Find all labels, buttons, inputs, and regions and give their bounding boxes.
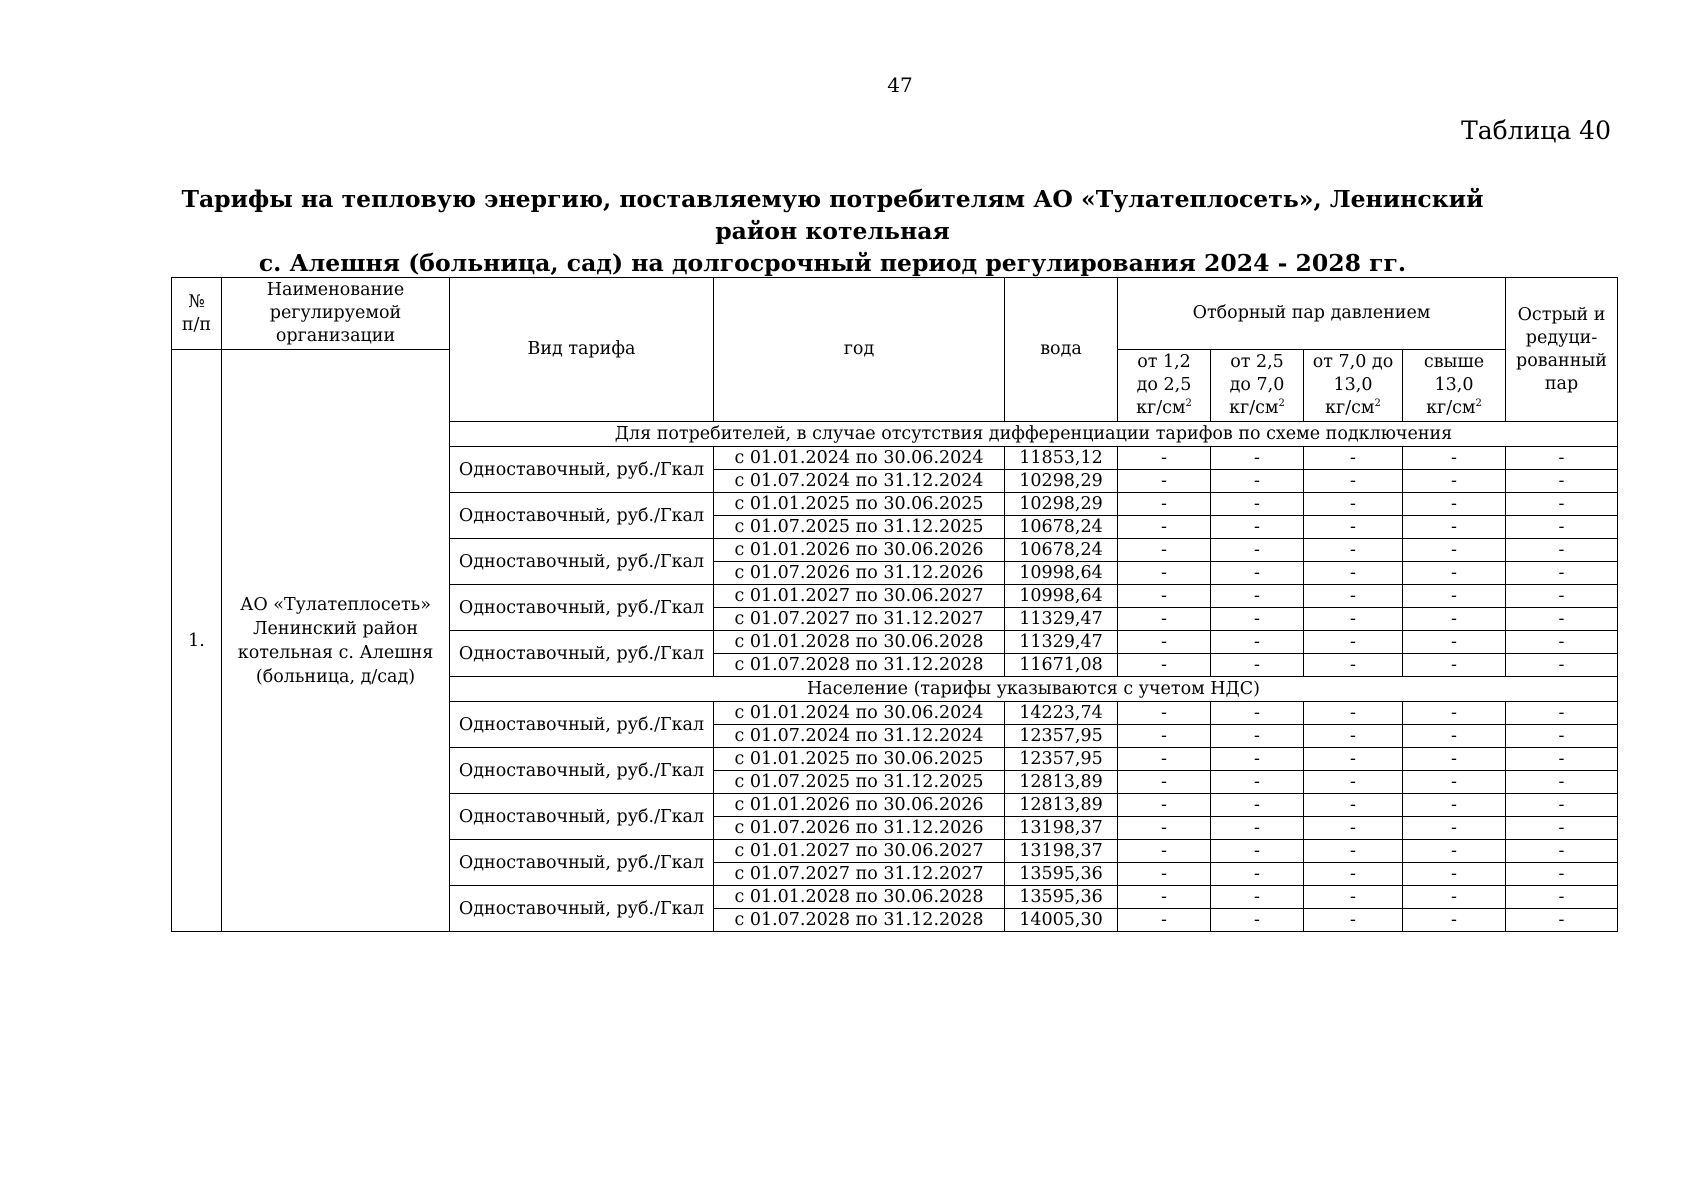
tariff-type-cell: Одноставочный, руб./Гкал [450, 493, 714, 539]
sharp-cell: - [1506, 562, 1618, 585]
header-water: вода [1005, 278, 1118, 422]
period-cell: с 01.01.2026 по 30.06.2026 [714, 539, 1005, 562]
water-cell: 10678,24 [1005, 539, 1118, 562]
p1-cell: - [1118, 562, 1211, 585]
p4-cell: - [1403, 608, 1506, 631]
p2-cell: - [1211, 539, 1304, 562]
p4-cell: - [1403, 539, 1506, 562]
p1-cell: - [1118, 447, 1211, 470]
header-pressure-1: от 1,2 до 2,5 $кг/см^2$ [1118, 350, 1211, 422]
water-cell: 13595,36 [1005, 886, 1118, 909]
water-cell: 10998,64 [1005, 585, 1118, 608]
p2-cell: - [1211, 470, 1304, 493]
header-steam-group: Отборный пар давлением [1118, 278, 1506, 350]
p3-cell: - [1304, 748, 1403, 771]
p2-cell: - [1211, 725, 1304, 748]
sharp-cell: - [1506, 817, 1618, 840]
title-line-2: с. Алешня (больница, сад) на долгосрочный период регулирования 2024 - 2028 гг. [258, 249, 1407, 277]
sharp-cell: - [1506, 702, 1618, 725]
sharp-cell: - [1506, 654, 1618, 677]
p4-cell: - [1403, 817, 1506, 840]
p4-cell: - [1403, 886, 1506, 909]
sharp-cell: - [1506, 840, 1618, 863]
p2-cell: - [1211, 493, 1304, 516]
p4-cell: - [1403, 748, 1506, 771]
p1-cell: - [1118, 608, 1211, 631]
p4-cell: - [1403, 516, 1506, 539]
water-cell: 11329,47 [1005, 631, 1118, 654]
sharp-cell: - [1506, 863, 1618, 886]
p1-cell: - [1118, 794, 1211, 817]
water-cell: 13198,37 [1005, 840, 1118, 863]
section-title: Для потребителей, в случае отсутствия дифференциации тарифов по схеме подключения [450, 422, 1618, 447]
p2-cell: - [1211, 748, 1304, 771]
period-cell: с 01.01.2025 по 30.06.2025 [714, 748, 1005, 771]
p1-cell: - [1118, 886, 1211, 909]
p1-cell: - [1118, 817, 1211, 840]
p2-cell: - [1211, 886, 1304, 909]
period-cell: с 01.07.2026 по 31.12.2026 [714, 817, 1005, 840]
header-number: № п/п [172, 278, 222, 350]
p2-cell: - [1211, 562, 1304, 585]
tariff-table [171, 277, 1618, 932]
p2-cell: - [1211, 840, 1304, 863]
header-pressure-4: свыше 13,0 $кг/см^2$ [1403, 350, 1506, 422]
sharp-cell: - [1506, 447, 1618, 470]
p3-cell: - [1304, 725, 1403, 748]
sharp-cell: - [1506, 794, 1618, 817]
p3-cell: - [1304, 631, 1403, 654]
period-cell: с 01.07.2025 по 31.12.2025 [714, 516, 1005, 539]
p3-cell: - [1304, 470, 1403, 493]
sharp-cell: - [1506, 608, 1618, 631]
p1-cell: - [1118, 863, 1211, 886]
water-cell: 13595,36 [1005, 863, 1118, 886]
organization-name: АО «Тулатеплосеть» Ленинский район котельная с. Алешня (больница, д/сад) [222, 350, 450, 932]
p4-cell: - [1403, 654, 1506, 677]
p4-cell: - [1403, 725, 1506, 748]
tariff-type-cell: Одноставочный, руб./Гкал [450, 840, 714, 886]
period-cell: с 01.01.2026 по 30.06.2026 [714, 794, 1005, 817]
section-title: Население (тарифы указываются с учетом НДС) [450, 677, 1618, 702]
p2-cell: - [1211, 909, 1304, 932]
tariff-type-cell: Одноставочный, руб./Гкал [450, 539, 714, 585]
p2-cell: - [1211, 447, 1304, 470]
p4-cell: - [1403, 771, 1506, 794]
table-label: Таблица 40 [1461, 116, 1611, 145]
p4-cell: - [1403, 447, 1506, 470]
p4-cell: - [1403, 794, 1506, 817]
water-cell: 12813,89 [1005, 794, 1118, 817]
water-cell: 11671,08 [1005, 654, 1118, 677]
p1-cell: - [1118, 470, 1211, 493]
header-pressure-2: от 2,5 до 7,0 $кг/см^2$ [1211, 350, 1304, 422]
p1-cell: - [1118, 654, 1211, 677]
sharp-cell: - [1506, 493, 1618, 516]
p4-cell: - [1403, 493, 1506, 516]
header-organization: Наименование регулируемой организации [222, 278, 450, 350]
tariff-type-cell: Одноставочный, руб./Гкал [450, 794, 714, 840]
p3-cell: - [1304, 493, 1403, 516]
tariff-type-cell: Одноставочный, руб./Гкал [450, 585, 714, 631]
p3-cell: - [1304, 817, 1403, 840]
sharp-cell: - [1506, 748, 1618, 771]
sharp-cell: - [1506, 886, 1618, 909]
header-tariff-type: Вид тарифа [450, 278, 714, 422]
page-number: 47 [887, 73, 913, 97]
sharp-cell: - [1506, 725, 1618, 748]
p2-cell: - [1211, 702, 1304, 725]
p1-cell: - [1118, 516, 1211, 539]
p1-cell: - [1118, 748, 1211, 771]
water-cell: 10298,29 [1005, 470, 1118, 493]
p1-cell: - [1118, 493, 1211, 516]
period-cell: с 01.01.2027 по 30.06.2027 [714, 840, 1005, 863]
p3-cell: - [1304, 608, 1403, 631]
sharp-cell: - [1506, 516, 1618, 539]
water-cell: 12813,89 [1005, 771, 1118, 794]
p1-cell: - [1118, 539, 1211, 562]
header-pressure-3: от 7,0 до 13,0 $кг/см^2$ [1304, 350, 1403, 422]
sharp-cell: - [1506, 631, 1618, 654]
period-cell: с 01.01.2024 по 30.06.2024 [714, 447, 1005, 470]
period-cell: с 01.07.2025 по 31.12.2025 [714, 771, 1005, 794]
period-cell: с 01.01.2025 по 30.06.2025 [714, 493, 1005, 516]
p2-cell: - [1211, 585, 1304, 608]
p4-cell: - [1403, 863, 1506, 886]
p4-cell: - [1403, 631, 1506, 654]
p3-cell: - [1304, 539, 1403, 562]
header-year: год [714, 278, 1005, 422]
tariff-type-cell: Одноставочный, руб./Гкал [450, 886, 714, 932]
p2-cell: - [1211, 863, 1304, 886]
p3-cell: - [1304, 794, 1403, 817]
p2-cell: - [1211, 794, 1304, 817]
header-sharp-steam: Острый и редуци- рованный пар [1506, 278, 1618, 422]
period-cell: с 01.01.2027 по 30.06.2027 [714, 585, 1005, 608]
tariff-type-cell: Одноставочный, руб./Гкал [450, 748, 714, 794]
water-cell: 11853,12 [1005, 447, 1118, 470]
period-cell: с 01.07.2028 по 31.12.2028 [714, 909, 1005, 932]
p3-cell: - [1304, 585, 1403, 608]
p4-cell: - [1403, 840, 1506, 863]
p1-cell: - [1118, 725, 1211, 748]
p3-cell: - [1304, 909, 1403, 932]
p4-cell: - [1403, 909, 1506, 932]
water-cell: 12357,95 [1005, 748, 1118, 771]
period-cell: с 01.07.2024 по 31.12.2024 [714, 725, 1005, 748]
p1-cell: - [1118, 909, 1211, 932]
document-title [165, 183, 1500, 279]
p3-cell: - [1304, 654, 1403, 677]
p3-cell: - [1304, 863, 1403, 886]
water-cell: 10298,29 [1005, 493, 1118, 516]
water-cell: 14223,74 [1005, 702, 1118, 725]
p1-cell: - [1118, 702, 1211, 725]
p4-cell: - [1403, 470, 1506, 493]
water-cell: 14005,30 [1005, 909, 1118, 932]
p3-cell: - [1304, 447, 1403, 470]
p1-cell: - [1118, 840, 1211, 863]
period-cell: с 01.01.2024 по 30.06.2024 [714, 702, 1005, 725]
period-cell: с 01.01.2028 по 30.06.2028 [714, 631, 1005, 654]
p4-cell: - [1403, 562, 1506, 585]
p4-cell: - [1403, 702, 1506, 725]
p2-cell: - [1211, 516, 1304, 539]
title-line-1: Тарифы на тепловую энергию, поставляемую потребителям АО «Тулатеплосеть», Ленинский район котельная [181, 185, 1484, 245]
water-cell: 10998,64 [1005, 562, 1118, 585]
period-cell: с 01.07.2027 по 31.12.2027 [714, 608, 1005, 631]
period-cell: с 01.07.2024 по 31.12.2024 [714, 470, 1005, 493]
p1-cell: - [1118, 771, 1211, 794]
sharp-cell: - [1506, 585, 1618, 608]
sharp-cell: - [1506, 539, 1618, 562]
water-cell: 11329,47 [1005, 608, 1118, 631]
tariff-type-cell: Одноставочный, руб./Гкал [450, 631, 714, 677]
period-cell: с 01.01.2028 по 30.06.2028 [714, 886, 1005, 909]
p3-cell: - [1304, 516, 1403, 539]
water-cell: 13198,37 [1005, 817, 1118, 840]
tariff-type-cell: Одноставочный, руб./Гкал [450, 447, 714, 493]
p1-cell: - [1118, 631, 1211, 654]
sharp-cell: - [1506, 909, 1618, 932]
p2-cell: - [1211, 608, 1304, 631]
period-cell: с 01.07.2027 по 31.12.2027 [714, 863, 1005, 886]
p1-cell: - [1118, 585, 1211, 608]
p3-cell: - [1304, 702, 1403, 725]
water-cell: 12357,95 [1005, 725, 1118, 748]
p2-cell: - [1211, 817, 1304, 840]
tariff-type-cell: Одноставочный, руб./Гкал [450, 702, 714, 748]
p3-cell: - [1304, 562, 1403, 585]
p3-cell: - [1304, 886, 1403, 909]
p3-cell: - [1304, 840, 1403, 863]
p2-cell: - [1211, 771, 1304, 794]
row-number: 1. [172, 350, 222, 932]
period-cell: с 01.07.2026 по 31.12.2026 [714, 562, 1005, 585]
p3-cell: - [1304, 771, 1403, 794]
p4-cell: - [1403, 585, 1506, 608]
p2-cell: - [1211, 631, 1304, 654]
p2-cell: - [1211, 654, 1304, 677]
sharp-cell: - [1506, 470, 1618, 493]
sharp-cell: - [1506, 771, 1618, 794]
water-cell: 10678,24 [1005, 516, 1118, 539]
period-cell: с 01.07.2028 по 31.12.2028 [714, 654, 1005, 677]
